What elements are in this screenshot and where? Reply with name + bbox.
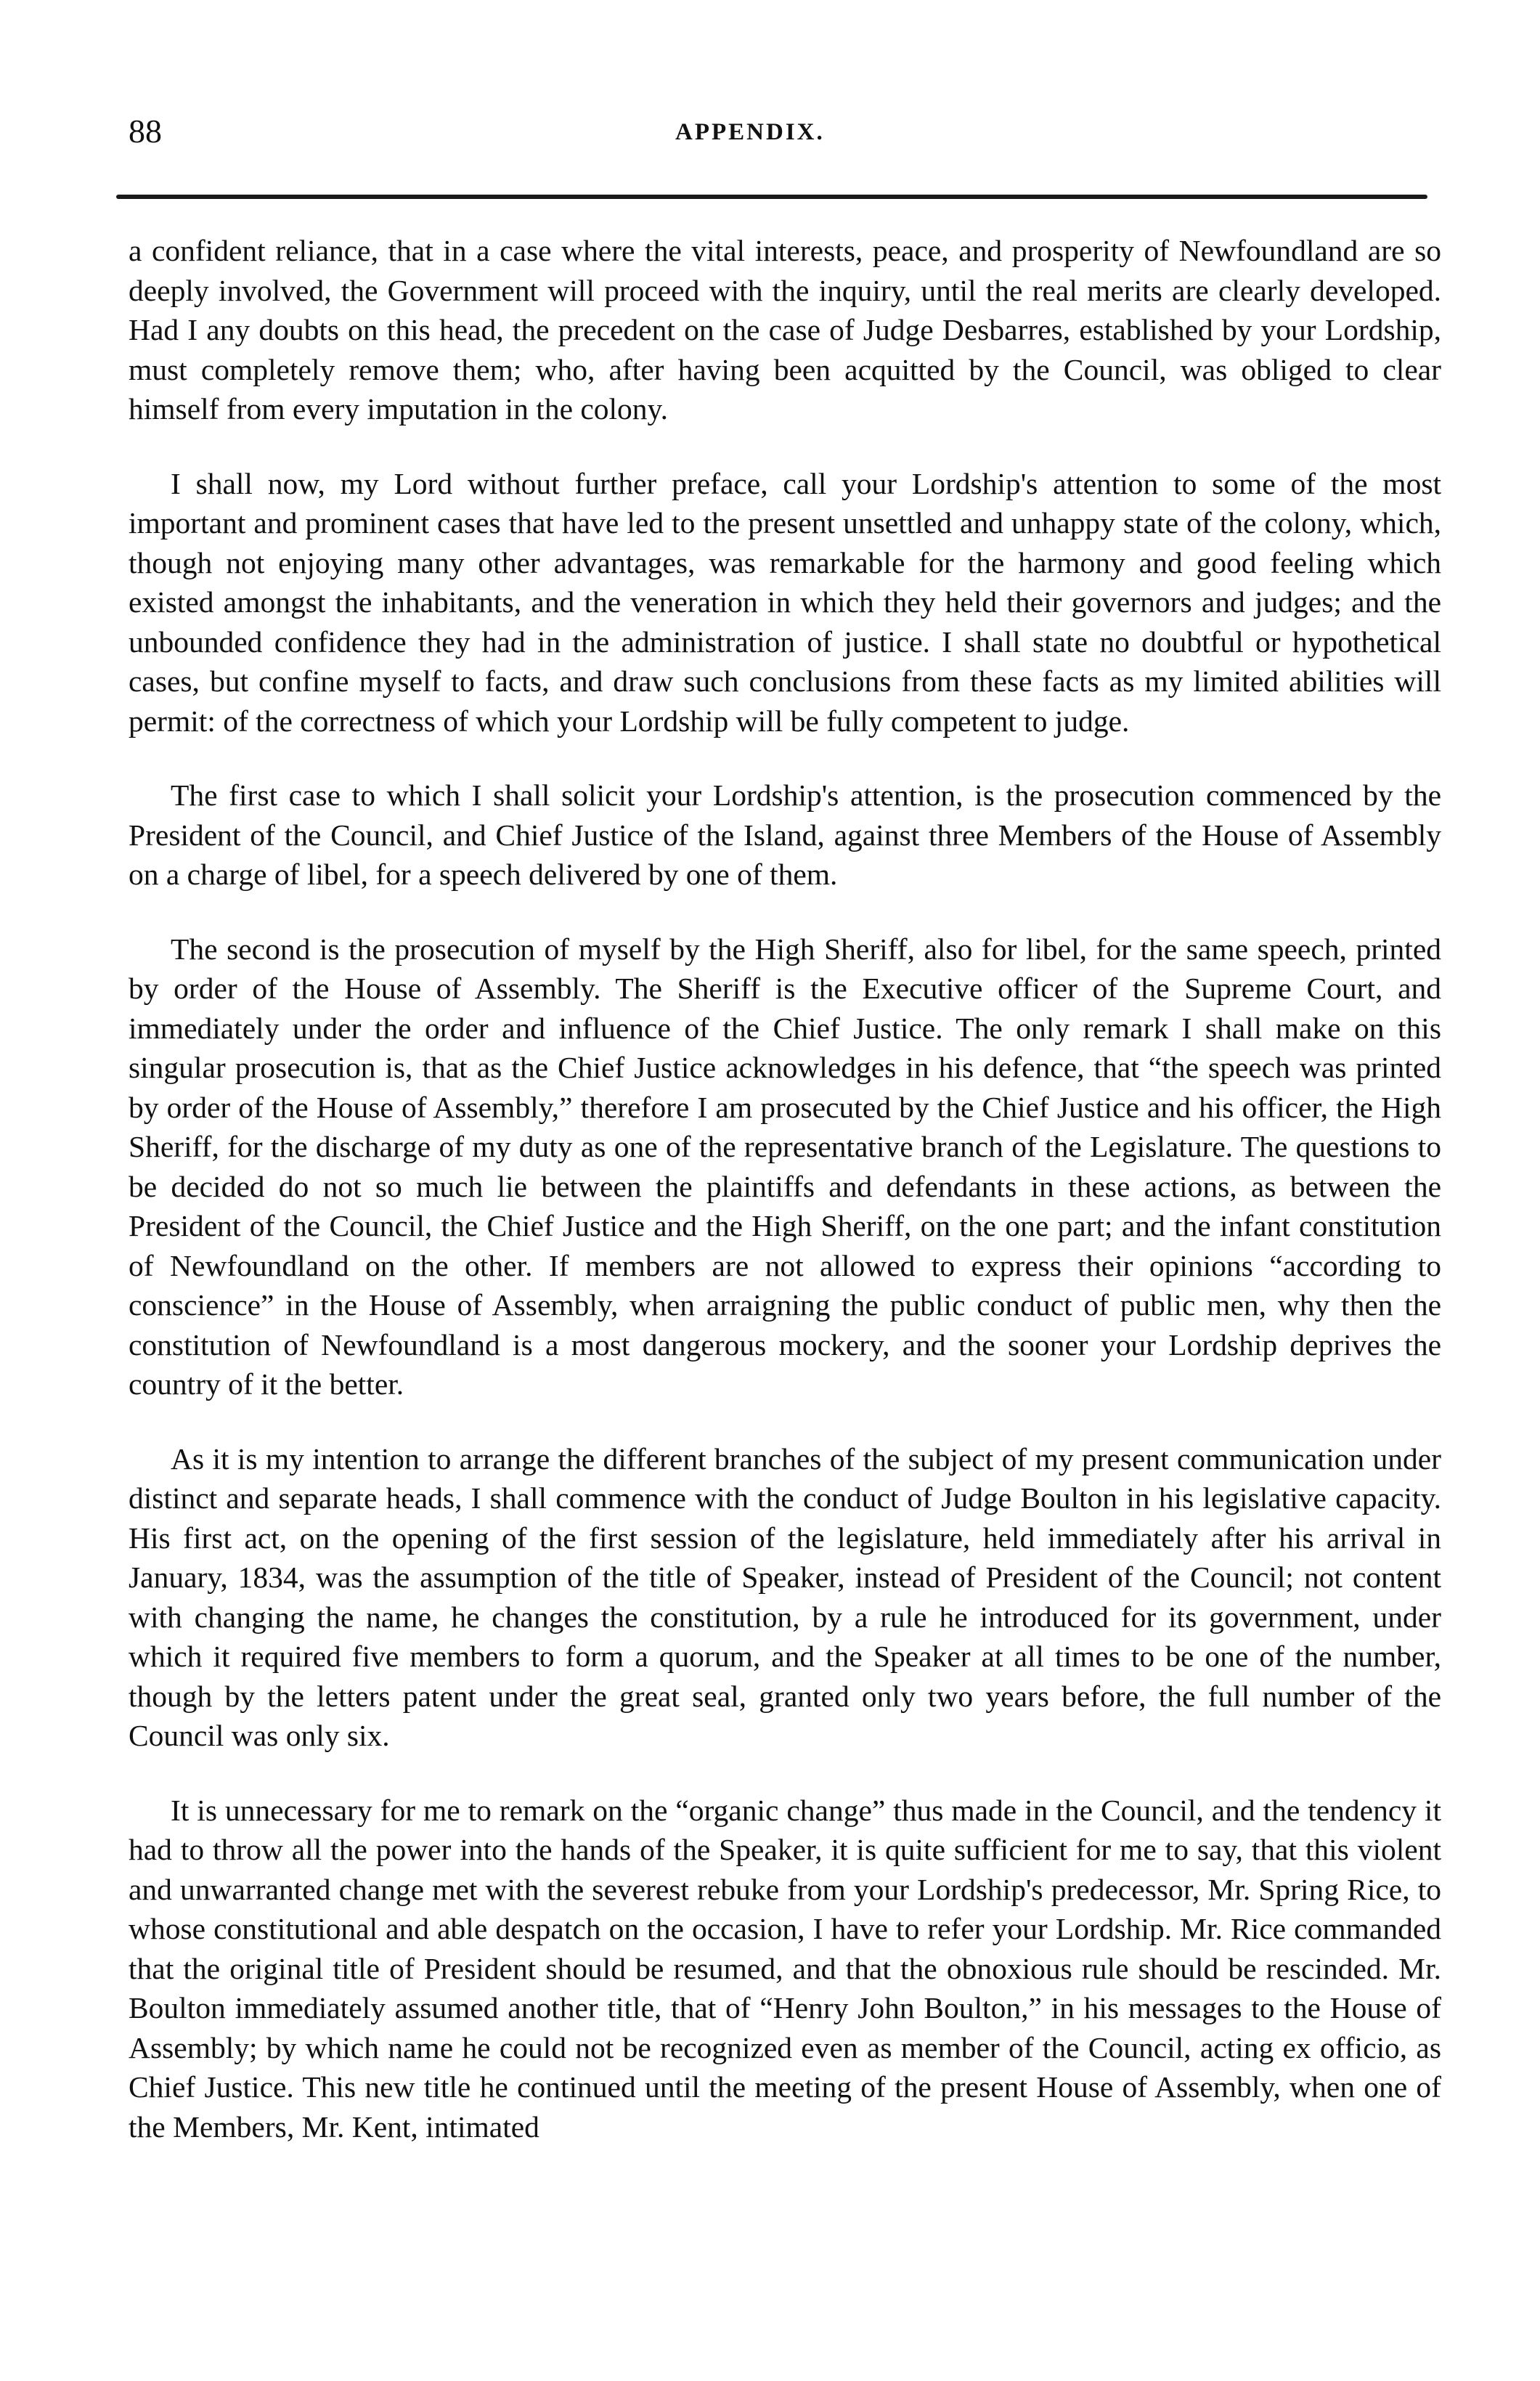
running-head: APPENDIX. [675,119,825,145]
body-text [129,231,1441,2146]
paragraph: It is unnecessary for me to remark on the “organic change” thus made in the Council, and the tendency it had to throw all the power into the hands of the Speaker, it is quite sufficient for me to say, that this violent and unwarranted change met with the severest rebuke from your Lordship's predecessor, Mr. Spring Rice, to whose constitutional and able despatch on the occasion, I have to refer your Lordship. Mr. Rice commanded that the original title of President should be resumed, and that the obnoxious rule should be rescinded. Mr. Boulton immediately assumed another title, that of “Henry John Boulton,” in his messages to the House of Assembly; by which name he could not be recognized even as member of the Council, acting ex officio, as Chief Justice. This new title he continued until the meeting of the present House of Assembly, when one of the Members, Mr. Kent, intimated [129,1793,1441,2144]
paragraph: As it is my intention to arrange the different branches of the subject of my present communication under distinct and separate heads, I shall commence with the conduct of Judge Boulton in his legislative capacity. His first act, on the opening of the first session of the legislature, held immediately after his arrival in January, 1834, was the assumption of the title of Speaker, instead of President of the Council; not content with changing the name, he changes the constitution, by a rule he introduced for its government, under which it required five members to form a quorum, and the Speaker at all times to be one of the number, though by the letters patent under the great seal, granted only two years before, the full number of the Council was only six. [129,1441,1441,1752]
header-rule [116,195,1427,199]
paragraph: I shall now, my Lord without further preface, call your Lordship's attention to some of the most important and prominent cases that have led to the present unsettled and unhappy state of the colony, which, though not enjoying many other advantages, was remarkable for the harmony and good feeling which existed amongst the inhabitants, and the veneration in which they held their governors and judges; and the unbounded confidence they had in the administration of justice. I shall state no doubtful or hypothetical cases, but confine myself to facts, and draw such conclusions from these facts as my limited abilities will permit: of the correctness of which your Lordship will be fully competent to judge. [129,466,1441,738]
paragraph: The first case to which I shall solicit your Lordship's attention, is the prosecution commenced by the President of the Council, and Chief Justice of the Island, against three Members of the House of Assembly on a charge of libel, for a speech delivered by one of them. [129,778,1441,891]
page-number: 88 [129,113,162,150]
paragraph: a confident reliance, that in a case where the vital interests, peace, and prosperity of Newfoundland are so deeply involved, the Government will proceed with the inquiry, until the real merits are clearly developed. Had I any doubts on this head, the precedent on the case of Judge Desbarres, established by your Lordship, must completely remove them; who, after having been acquitted by the Council, was obliged to clear himself from every imputation in the colony. [129,234,1441,426]
paragraph: The second is the prosecution of myself by the High Sheriff, also for libel, for the same speech, printed by order of the House of Assembly. The Sheriff is the Executive officer of the Supreme Court, and immediately under the order and influence of the Chief Justice. The only remark I shall make on this singular prosecution is, that as the Chief Justice acknowledges in his defence, that “the speech was printed by order of the House of Assembly,” therefore I am prosecuted by the Chief Justice and his officer, the High Sheriff, for the discharge of my duty as one of the representative branch of the Legislature. The questions to be decided do not so much lie between the plaintiffs and defendants in these actions, as between the President of the Council, the Chief Justice and the High Sheriff, on the one part; and the infant constitution of Newfoundland on the other. If members are not allowed to express their opinions “according to conscience” in the House of Assembly, when arraigning the public conduct of public men, why then the constitution of Newfoundland is a most dangerous mockery, and the sooner your Lordship deprives the country of it the better. [129,932,1441,1401]
